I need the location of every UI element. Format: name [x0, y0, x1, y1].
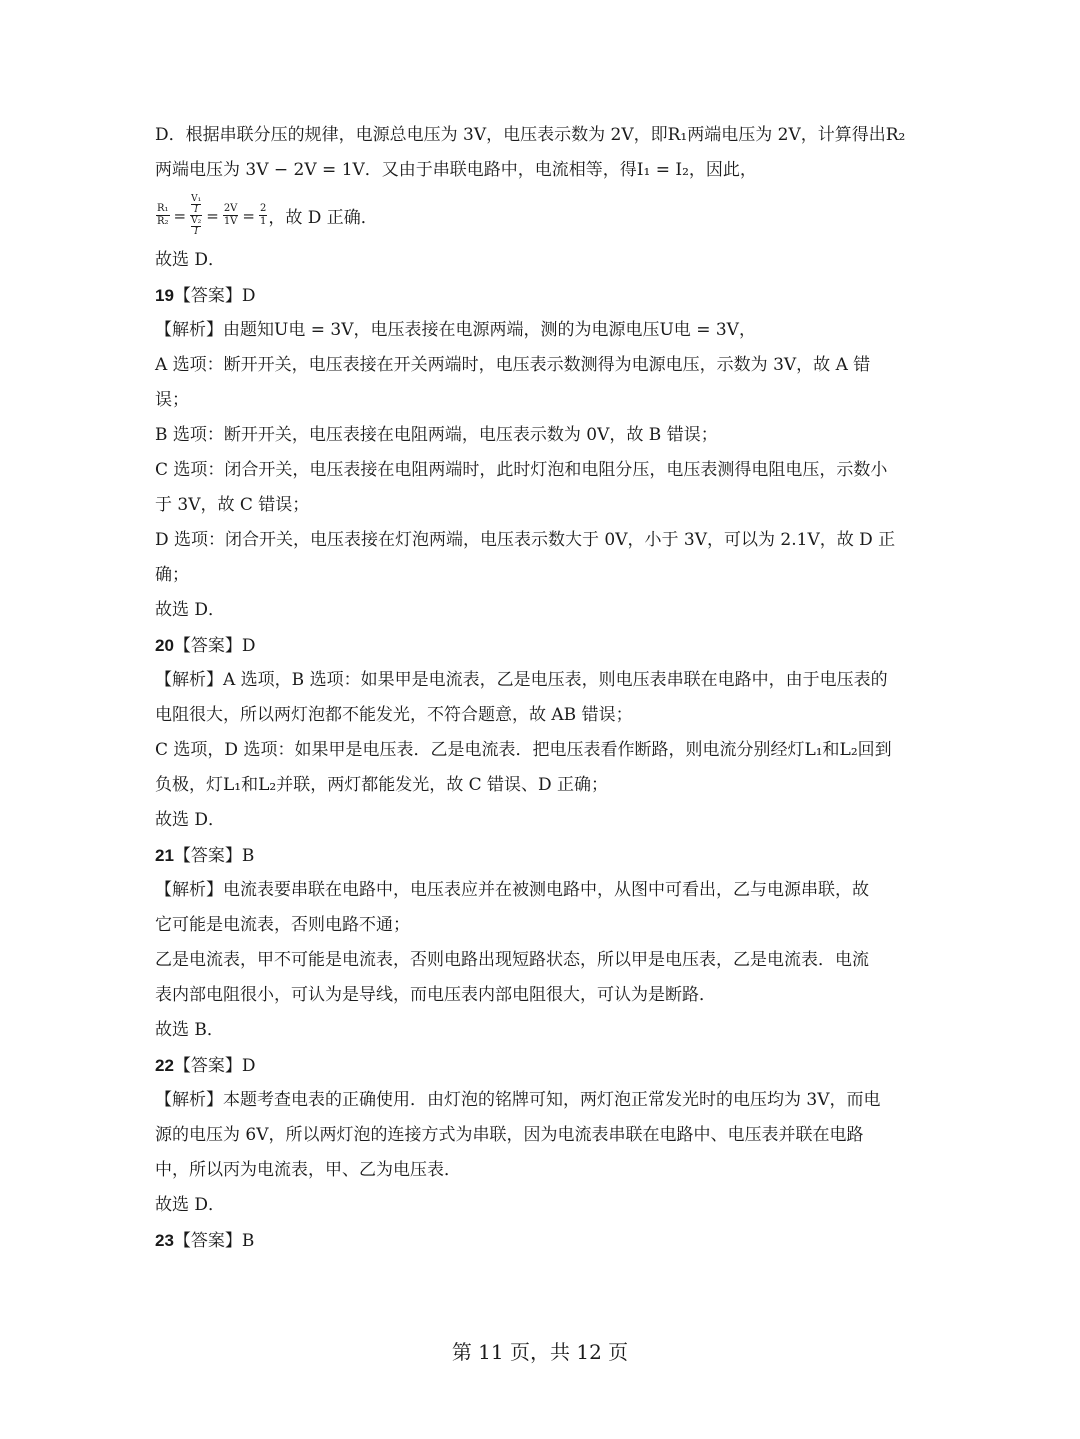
- text-line: 【解析】本题考查电表的正确使用．由灯泡的铭牌可知，两灯泡正常发光时的电压均为 3V，而电: [155, 1090, 881, 1110]
- formula-numerator: 2V: [223, 203, 238, 214]
- document-body: [155, 118, 930, 1258]
- formula-denominator: 1V: [223, 216, 238, 227]
- text-line: 故选 D．: [155, 810, 226, 830]
- question-number: 22: [155, 1056, 174, 1075]
- formula-tail: ，故 D 正确．: [268, 208, 378, 228]
- formula-numerator: R₁: [157, 203, 169, 214]
- answer-label: 【答案】B: [173, 1231, 255, 1251]
- text-line: 它可能是电流表，否则电路不通；: [155, 915, 410, 935]
- text-line: 源的电压为 6V，所以两灯泡的连接方式为串联，因为电流表串联在电路中、电压表并联在电路: [155, 1125, 864, 1145]
- formula-denominator: R₂: [157, 216, 169, 227]
- formula-i: I: [194, 205, 198, 215]
- answer-label: 【答案】D: [173, 286, 256, 306]
- text-line: C 选项，D 选项：如果甲是电压表．乙是电流表．把电压表看作断路，则电流分别经灯L₁和L₂回到: [155, 740, 892, 760]
- text-line: 两端电压为 3V − 2V = 1V．又由于串联电路中，电流相等，得I₁ = I₂，因此，: [155, 160, 757, 180]
- question-number: 23: [155, 1231, 174, 1250]
- question-header: [155, 628, 930, 663]
- text-line: 【解析】A 选项，B 选项：如果甲是电流表，乙是电压表，则电压表串联在电路中，由于电压表的: [155, 670, 888, 690]
- ratio-v-over-i: [190, 194, 202, 237]
- answer-label: 【答案】D: [173, 636, 256, 656]
- text-line: 故选 B．: [155, 1020, 224, 1040]
- answer-label: 【答案】D: [173, 1056, 256, 1076]
- text-line: 【解析】由题知U电 = 3V，电压表接在电源两端，测的为电源电压U电 = 3V，: [155, 320, 756, 340]
- text-line: A 选项：断开开关，电压表接在开关两端时，电压表示数测得为电源电压，示数为 3V，故 A 错: [155, 355, 871, 375]
- text-line: 负极，灯L₁和L₂并联，两灯都能发光，故 C 错误、D 正确；: [155, 775, 609, 795]
- text-line: D 选项：闭合开关，电压表接在灯泡两端，电压表示数大于 0V，小于 3V，可以为 2.1V，故 D 正: [155, 530, 896, 550]
- text-line: 于 3V，故 C 错误；: [155, 495, 310, 515]
- ratio-2-1: [259, 203, 267, 228]
- text-line: 电阻很大，所以两灯泡都不能发光，不符合题意，故 AB 错误；: [155, 705, 633, 725]
- formula-v1: V₁: [191, 194, 202, 204]
- text-line: C 选项：闭合开关，电压表接在电阻两端时，此时灯泡和电阻分压，电压表测得电阻电压，示数小: [155, 460, 888, 480]
- question-number: 21: [155, 846, 174, 865]
- text-line: 【解析】电流表要串联在电路中，电压表应并在被测电路中，从图中可看出，乙与电源串联，故: [155, 880, 869, 900]
- page-footer: 第 11 页，共 12 页: [451, 1340, 629, 1364]
- formula-line: $\frac{\text{R₁}}{\text{R₂}}$ = V₁ I V₂ I = $\frac{2V}{1V}$ = $\frac{2}{1}$ ，故 D 正确．: [157, 194, 378, 237]
- text-line: 故选 D．: [155, 600, 226, 620]
- text-line: 中，所以丙为电流表，甲、乙为电压表．: [155, 1160, 461, 1180]
- ratio-r1-r2: [156, 203, 170, 228]
- question-number: 20: [155, 636, 174, 655]
- formula-v2: V₂: [191, 216, 202, 226]
- question-number: 19: [155, 286, 174, 305]
- text-line: 误；: [155, 390, 189, 410]
- text-line: D．根据串联分压的规律，电源总电压为 3V，电压表示数为 2V，即R₁两端电压为 2V，计算得出R₂: [155, 125, 906, 145]
- text-line: 确；: [155, 565, 189, 585]
- question-header: [155, 838, 930, 873]
- text-line: 故选 D．: [155, 250, 226, 270]
- text-line: B 选项：断开开关，电压表接在电阻两端，电压表示数为 0V，故 B 错误；: [155, 425, 718, 445]
- question-header: [155, 278, 930, 313]
- text-line: 乙是电流表，甲不可能是电流表，否则电路出现短路状态，所以甲是电压表，乙是电流表．电流: [155, 950, 869, 970]
- formula-numerator: 2: [259, 203, 267, 214]
- formula-i: I: [194, 227, 198, 237]
- ratio-2v-1v: [223, 203, 239, 228]
- answer-label: 【答案】B: [173, 846, 255, 866]
- text-line: 故选 D．: [155, 1195, 226, 1215]
- text-line: 表内部电阻很小，可认为是导线，而电压表内部电阻很大，可认为是断路．: [155, 985, 716, 1005]
- question-header: [155, 1048, 930, 1083]
- formula-denominator: 1: [259, 216, 267, 227]
- question-header: [155, 1223, 930, 1258]
